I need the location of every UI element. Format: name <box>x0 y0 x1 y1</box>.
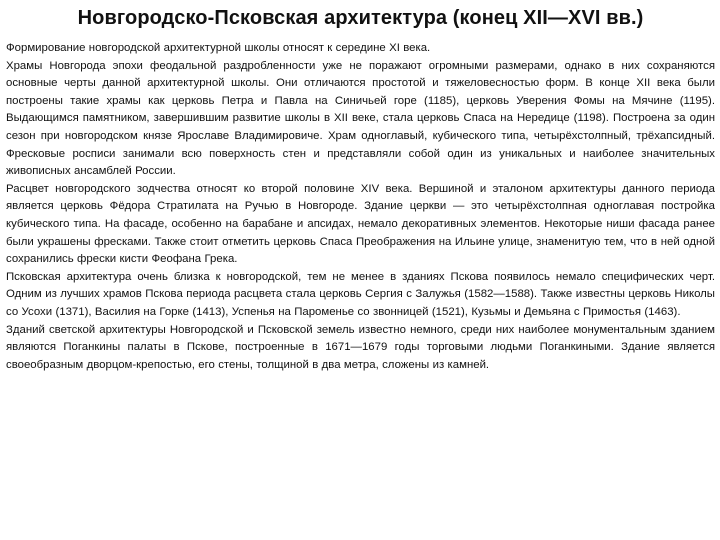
paragraph-novgorod-temples: Храмы Новгорода эпохи феодальной раздробленности уже не поражают огромными размерами, однако в них сохраняются основные черты данной архитектурной школы. Они отличаются простотой и тяжеловесностью форм. В конце XII века были построены такие храмы как церковь Петра и Павла на Синичьей горе (1185), церковь Уверения Фомы на Мячине (1195). Выдающимся памятником, завершившим развитие школы в XII веке, стала церковь Спаса на Нередице (1198). Построена за один сезон при новгородском князе Ярославе Владимировиче. Храм одноглавый, кубического типа, четырёхстолпный, трёхапсидный. Фресковые росписи занимали всю поверхность стен и представляли собой один из уникальных и наиболее значительных живописных ансамблей России. <box>6 59 715 178</box>
paragraph-intro: Формирование новгородской архитектурной школы относят к середине XI века. <box>6 42 431 54</box>
paragraph-novgorod-flourishing: Расцвет новгородского зодчества относят ко второй половине XIV века. Вершиной и эталоном архитектуры данного периода является церковь Фёдора Стратилата на Ручью в Новгороде. Здание церкви — это четырёхстолпная одноглавая постройка кубического типа. На фасаде, особенно на барабане и апсидах, немало декоративных элементов. Некоторые ниши фасада ранее были украшены фресками. Также стоит отметить церковь Спаса Преображения на Ильине улице, знаменитую тем, что в ней одной сохранились фрески кисти Феофана Грека. <box>6 182 715 266</box>
paragraph-secular-architecture: Зданий светской архитектуры Новгородской и Псковской земель известно немного, среди них наиболее монументальным зданием являются Поганкины палаты в Пскове, построенные в 1671—1679 годы торговыми людьми Поганкиными. Здание является своеобразным дворцом-крепостью, его стены, толщиной в два метра, сложены из камней. <box>6 323 715 371</box>
paragraph-pskov-architecture: Псковская архитектура очень близка к новгородской, тем не менее в зданиях Пскова появилось немало специфических черт. Одним из лучших храмов Пскова периода расцвета стала церковь Сергия с Залужья (1582—1588). Также известны церковь Николы со Усохи (1371), Василия на Горке (1413), Успенья на Пароменье со звонницей (1521), Кузьмы и Демьяна с Примостья (1463). <box>6 270 715 318</box>
slide-title: Новгородско-Псковская архитектура (конец XII—XVI вв.) <box>77 7 644 29</box>
slide-body <box>6 40 715 374</box>
